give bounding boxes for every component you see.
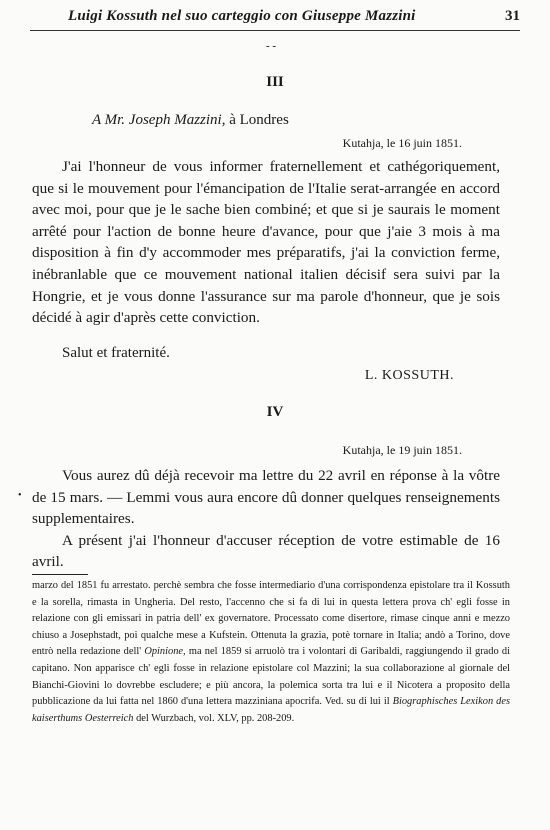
footnote-text-1: marzo del 1851 fu arrestato. perchè sembra che fosse intermediario d'una corrispondenza epistolare tra il Kossuth e la sorella, rimasta in Ungheria. Del resto, l'accenno che si fa di lui in questa lettera prova ch' egli fosse in relazione con gli emissari in patria dell' ex governatore. Processato come disertore, rimase cinque anni e mezzo chiuso a Josephstadt, poi qualche mese a Kufstein. Ottenuta la grazia, potè tornare in Italia; andò a Torino, dove entrò nella redazione dell' — [32, 580, 510, 658]
margin-dot: • — [18, 490, 22, 501]
address-name: A Mr. Joseph Mazzini, — [92, 112, 226, 128]
page-number: 31 — [505, 8, 520, 24]
footnote-reference: Biographisches Lexikon des kaiserthums Oesterreich — [32, 696, 510, 724]
letter-iii-signature: L. KOSSUTH. — [364, 368, 454, 383]
footnote-journal: Opinione, — [144, 646, 186, 658]
printer-marks: - - — [266, 40, 277, 52]
letter-iii-address — [92, 112, 289, 129]
letter-iii-numeral: III — [266, 74, 284, 90]
letter-iii-closing: Salut et fraternité. — [62, 345, 170, 361]
letter-iv-numeral: IV — [266, 404, 284, 420]
footnote-text-3: del Wurzbach, vol. XLV, pp. 208-209. — [136, 712, 295, 724]
letter-iii-paragraph: J'ai l'honneur de vous informer fraternellement et cathégoriquement, que si le mouvement pour l'émancipation de l'Italie serat-arrangée en accord avec moi, pour que je le sache bien combiné; et que si je saurais le moment arrêté pour l'action de bonne heure d'avance, pour que j'aie 3 mois à ma disposition à fin d'y accommoder mes préparatifs, j'ai la conviction ferme, inébranlable que ce mouvement national italien décisif sera suivi par la Hongrie, et je vous donne l'assurance sur ma parole d'honneur, que je sois décidé à agir d'après cette conviction. — [32, 158, 500, 327]
running-title: Luigi Kossuth nel suo carteggio con Giuseppe Mazzini — [68, 8, 416, 24]
footnote — [32, 578, 510, 727]
footnote-text-2: ma nel 1859 si arruolò tra i volontari di Garibaldi, raggiungendo il grado di capitano. Non apparisce ch' egli fosse in relazione epistolare col Mazzini; la sua collaborazione al giornale del Bianchi-Giovini lo dovrebbe escludere; e più ancora, la polemica sorta tra lui e il Nicotera a proposito della pubblicazione da lui fatta nel 1860 d'una lettera mazziniana apocrifa. Ved. su di lui il — [32, 646, 510, 708]
letter-iii-body — [32, 156, 500, 329]
footnote-rule — [32, 574, 88, 575]
header-rule — [30, 30, 520, 31]
running-header — [30, 8, 520, 28]
letter-iv-paragraph-1: Vous aurez dû déjà recevoir ma lettre du 22 avril en réponse à la vôtre de 15 mars. — Lemmi vous aura encore dû donner quelques renseignements supplementaires. — [32, 467, 500, 528]
letter-iii-date: Kutahja, le 16 juin 1851. — [342, 136, 462, 150]
letter-iv-date: Kutahja, le 19 juin 1851. — [342, 443, 462, 457]
letter-iv-body — [32, 465, 500, 573]
address-place: à Londres — [229, 112, 289, 128]
letter-iv-paragraph-2: A présent j'ai l'honneur d'accuser réception de votre estimable de 16 avril. — [32, 531, 500, 571]
